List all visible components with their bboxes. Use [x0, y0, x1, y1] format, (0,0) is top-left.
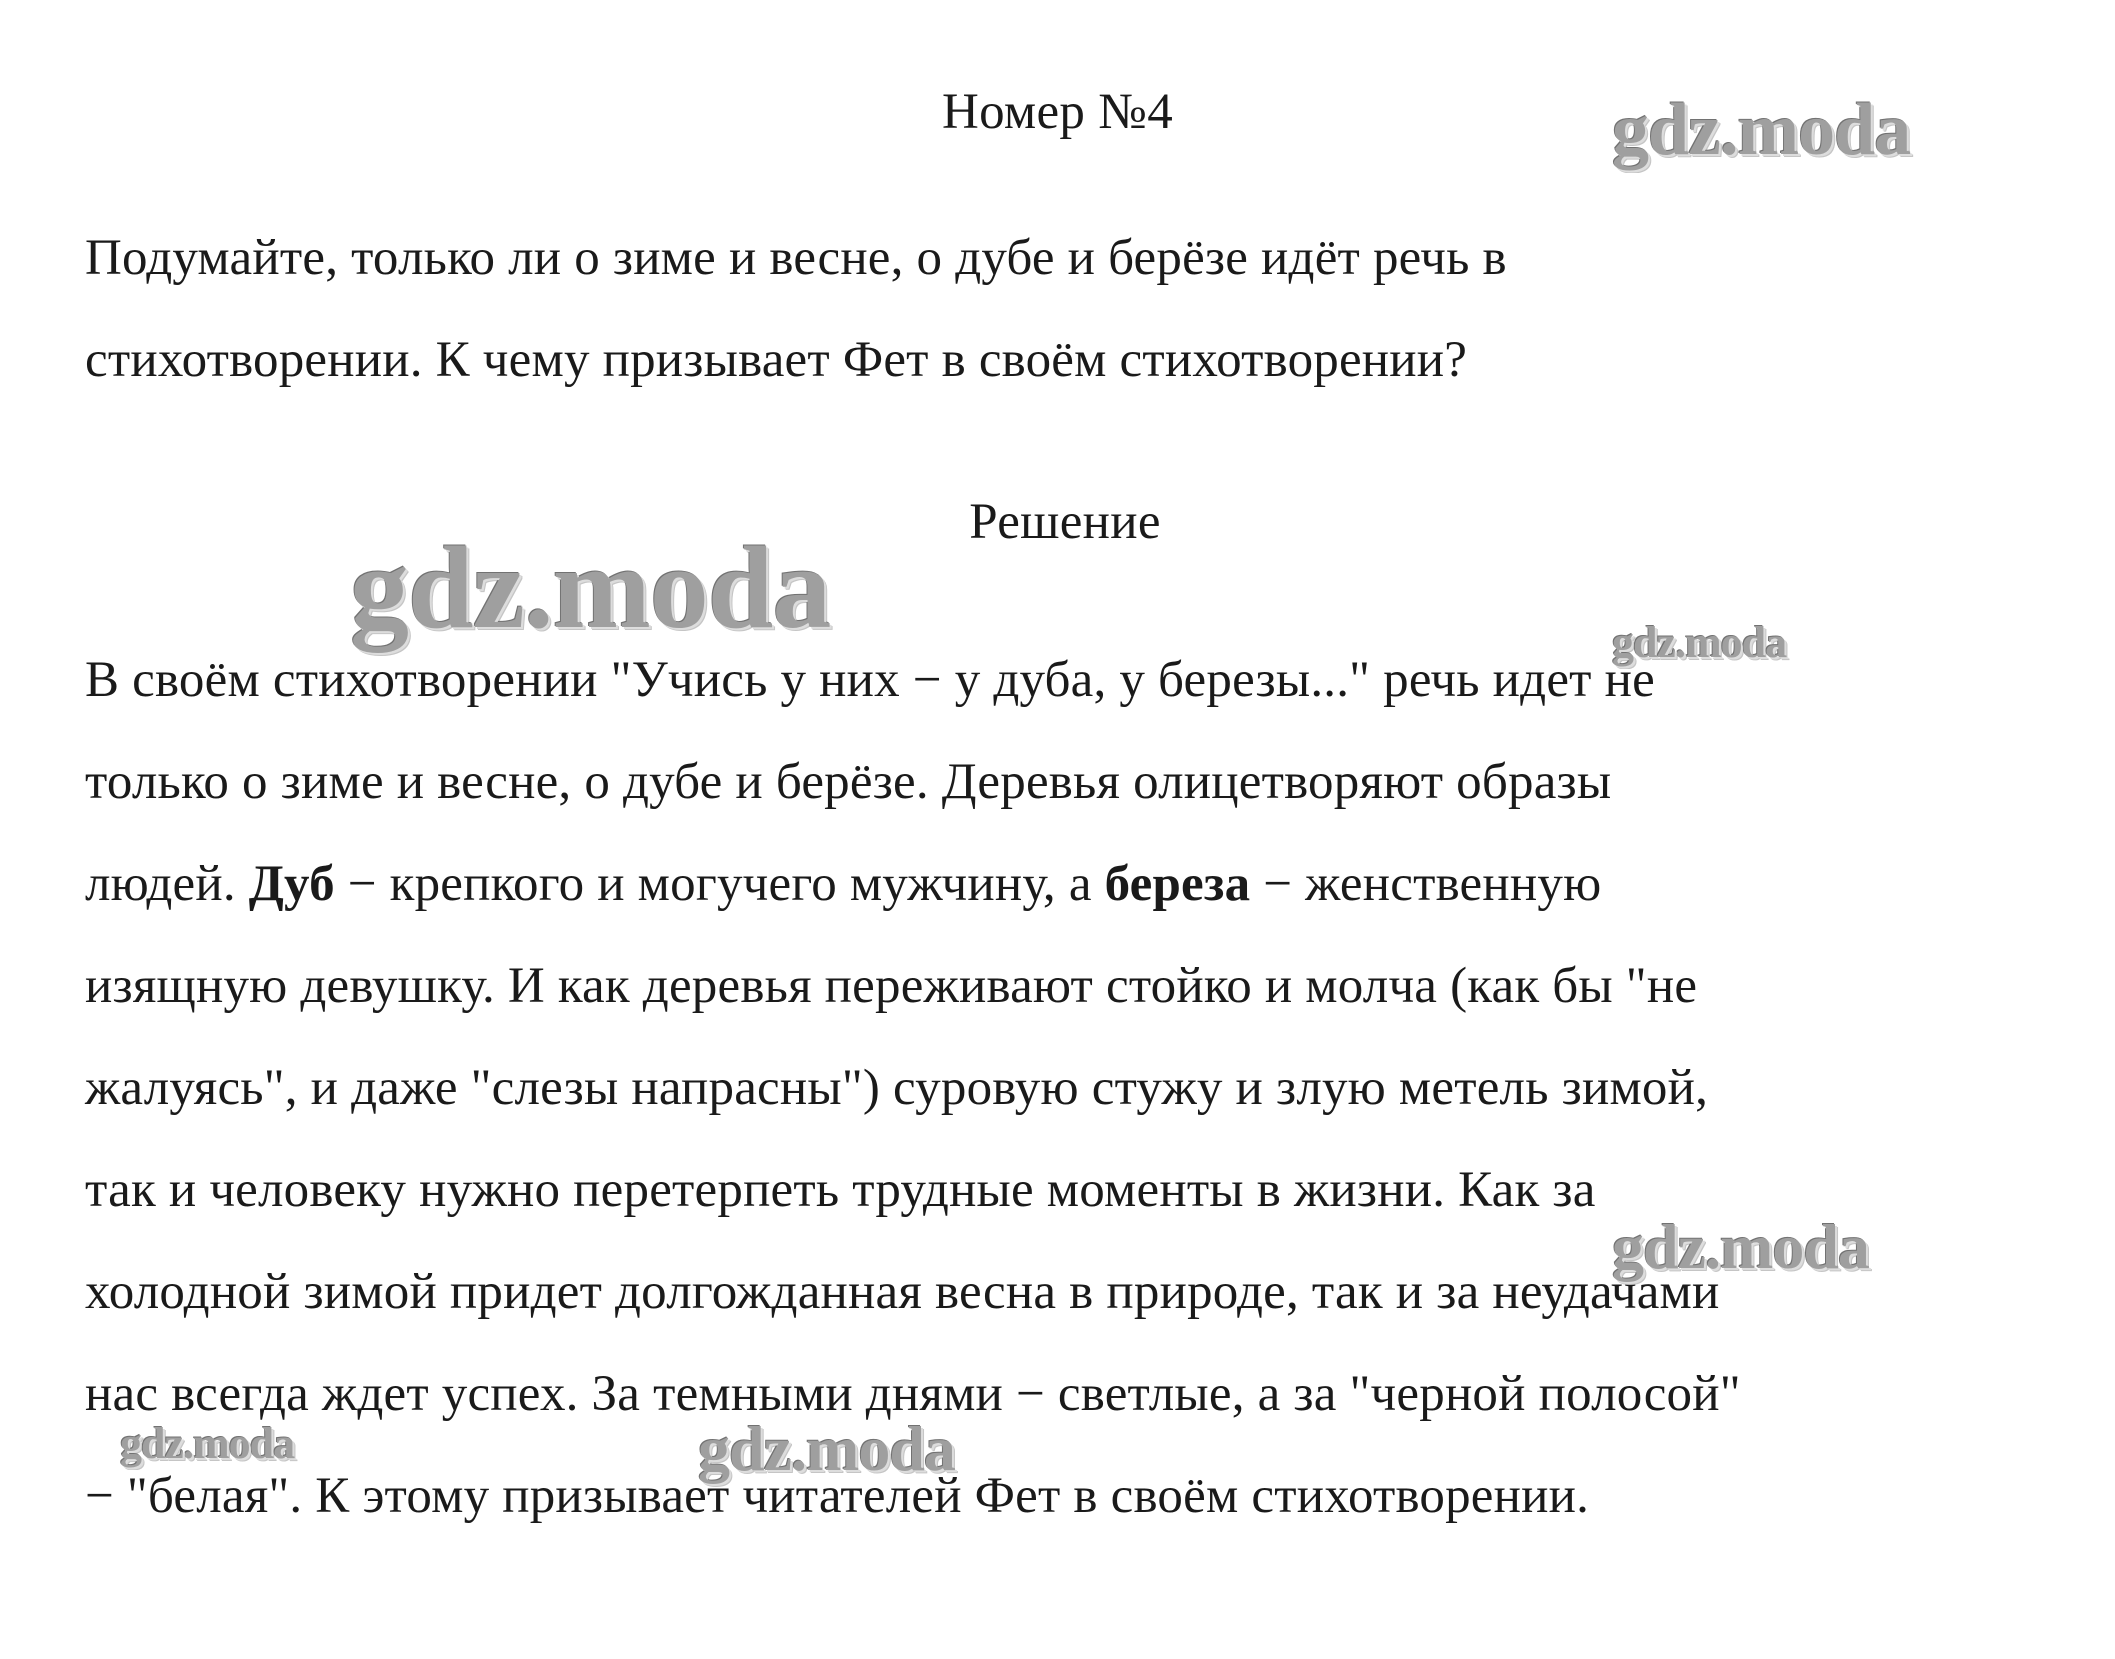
- answer-line-9: − "белая". К этому призывает читателей Фет в своём стихотворении.: [85, 1468, 1590, 1524]
- answer-line-6: так и человеку нужно перетерпеть трудные моменты в жизни. Как за: [85, 1162, 1596, 1218]
- term-birch: береза: [1104, 856, 1251, 912]
- page-title: Номер №4: [941, 84, 1174, 140]
- question-line-2: стихотворении. К чему призывает Фет в своём стихотворении?: [85, 332, 1468, 388]
- answer-line-2: только о зиме и весне, о дубе и берёзе. Деревья олицетворяют образы: [85, 754, 1612, 810]
- watermark-logo: gdz.moda: [350, 522, 831, 653]
- watermark-logo: gdz.moda: [1612, 1211, 1869, 1282]
- answer-line-5: жалуясь", и даже "слезы напрасны") суровую стужу и злую метель зимой,: [85, 1060, 1709, 1116]
- solution-heading: Решение: [969, 494, 1161, 550]
- answer-line-1: В своём стихотворении "Учись у них − у дуба, у березы..." речь идет не: [85, 652, 1655, 708]
- answer-line-3-text-c: − крепкого и могучего мужчину, а: [334, 856, 1105, 912]
- answer-line-3: [85, 854, 1601, 914]
- watermark-logo: gdz.moda: [120, 1419, 295, 1468]
- answer-line-3-text-a: людей.: [85, 856, 249, 912]
- term-oak: Дуб: [248, 856, 335, 912]
- answer-line-8: нас всегда ждет успех. За темными днями − светлые, а за "черной полосой": [85, 1366, 1741, 1422]
- answer-line-4: изящную девушку. И как деревья переживают стойко и молча (как бы "не: [85, 958, 1698, 1014]
- question-line-1: Подумайте, только ли о зиме и весне, о дубе и берёзе идёт речь в: [85, 230, 1507, 286]
- watermark-logo: gdz.moda: [1612, 89, 1911, 171]
- watermark-logo: gdz.moda: [698, 1413, 955, 1484]
- answer-line-7: холодной зимой придет долгожданная весна в природе, так и за неудачами: [85, 1264, 1720, 1320]
- watermark-logo: gdz.moda: [1612, 618, 1787, 667]
- answer-line-3-text-e: − женственную: [1250, 856, 1602, 912]
